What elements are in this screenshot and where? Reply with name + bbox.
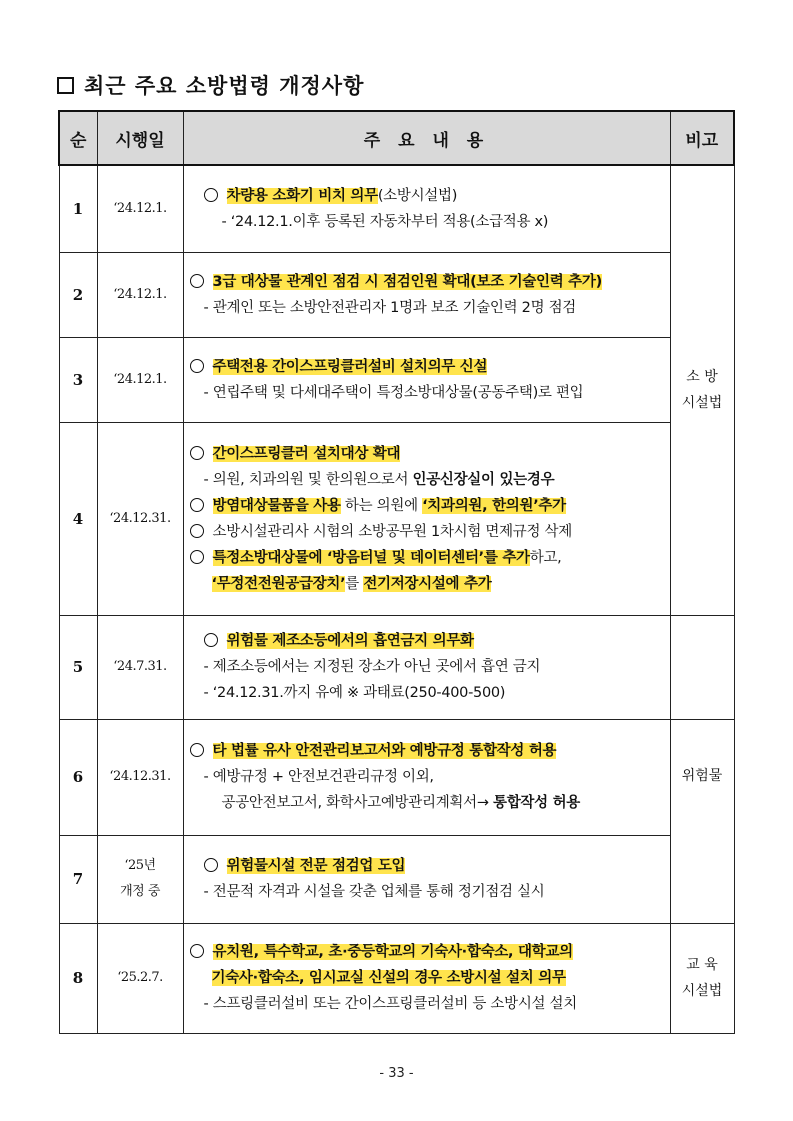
note-education-facilities: 교 육 시설법 [670, 923, 734, 1033]
circle-bullet-icon [204, 633, 218, 647]
row-number: 6 [59, 719, 97, 835]
header-no: 순 [59, 111, 97, 165]
row-date: ‘24.12.1. [97, 252, 183, 337]
circle-bullet-icon [190, 944, 204, 958]
checkbox-square-icon [57, 77, 74, 94]
circle-bullet-icon [190, 524, 204, 538]
header-date: 시행일 [97, 111, 183, 165]
note-empty [670, 615, 734, 719]
row-content: 간이스프링클러 설치대상 확대 - 의원, 치과의원 및 한의원으로서 인공신장실이 있는경우 방염대상물품을 사용 하는 의원에 ‘치과의원, 한의원’추가 소방시설관리사 시험의 소방공무원 1차시험 면제규정 삭제 특정소방대상물에 ‘방음터널 및 데이터센터’를 추가하고, ‘무정전전원공급장치’를 전기저장시설에 추가 [183, 422, 670, 615]
row-number: 2 [59, 252, 97, 337]
row-date: ‘24.12.1. [97, 337, 183, 422]
circle-bullet-icon [190, 359, 204, 373]
row-content: 위험물 제조소등에서의 흡연금지 의무화 - 제조소등에서는 지정된 장소가 아닌 곳에서 흡연 금지 - ‘24.12.31.까지 유예 ※ 과태료(250-400-500) [183, 615, 670, 719]
circle-bullet-icon [190, 498, 204, 512]
circle-bullet-icon [190, 446, 204, 460]
circle-bullet-icon [190, 274, 204, 288]
table-row [59, 337, 734, 422]
amendments-table [58, 110, 735, 1034]
row-number: 5 [59, 615, 97, 719]
circle-bullet-icon [190, 550, 204, 564]
row-date: ‘25년 개정 중 [97, 835, 183, 923]
row-content: 유치원, 특수학교, 초·중등학교의 기숙사·합숙소, 대학교의 기숙사·합숙소, 임시교실 신설의 경우 소방시설 설치 의무 - 스프링클러설비 또는 간이스프링클러설비 등 소방시설 설치 [183, 923, 670, 1033]
row-number: 1 [59, 165, 97, 252]
table-row [59, 615, 734, 719]
row-content: 타 법률 유사 안전관리보고서와 예방규정 통합작성 허용 - 예방규정 + 안전보건관리규정 이외, 공공안전보고서, 화학사고예방관리계획서→ 통합작성 허용 [183, 719, 670, 835]
circle-bullet-icon [204, 858, 218, 872]
note-hazardous: 위험물 [670, 719, 734, 923]
row-content: 차량용 소화기 비치 의무(소방시설법) - ‘24.12.1.이후 등록된 자동차부터 적용(소급적용 x) [183, 165, 670, 252]
table-row [59, 719, 734, 835]
row-number: 7 [59, 835, 97, 923]
circle-bullet-icon [204, 188, 218, 202]
row-number: 8 [59, 923, 97, 1033]
table-row [59, 422, 734, 615]
row-date: ‘24.12.1. [97, 165, 183, 252]
row-date: ‘24.12.31. [97, 719, 183, 835]
row-content: 주택전용 간이스프링클러설비 설치의무 신설 - 연립주택 및 다세대주택이 특정소방대상물(공동주택)로 편입 [183, 337, 670, 422]
row-number: 3 [59, 337, 97, 422]
table-header-row [59, 111, 734, 165]
note-fire-facilities: 소 방 시설법 [670, 165, 734, 615]
circle-bullet-icon [190, 743, 204, 757]
row-content: 위험물시설 전문 점검업 도입 - 전문적 자격과 시설을 갖춘 업체를 통해 정기점검 실시 [183, 835, 670, 923]
table-row [59, 923, 734, 1033]
row-date: ‘25.2.7. [97, 923, 183, 1033]
row-date: ‘24.7.31. [97, 615, 183, 719]
header-note: 비고 [670, 111, 734, 165]
row-number: 4 [59, 422, 97, 615]
table-row [59, 252, 734, 337]
page-number: - 33 - [379, 1066, 414, 1081]
page-title-text: 최근 주요 소방법령 개정사항 [84, 74, 365, 98]
page-title [57, 68, 364, 102]
table-row [59, 165, 734, 252]
table-row [59, 835, 734, 923]
row-date: ‘24.12.31. [97, 422, 183, 615]
row-content: 3급 대상물 관계인 점검 시 점검인원 확대(보조 기술인력 추가) - 관계인 또는 소방안전관리자 1명과 보조 기술인력 2명 점검 [183, 252, 670, 337]
header-content: 주 요 내 용 [183, 111, 670, 165]
